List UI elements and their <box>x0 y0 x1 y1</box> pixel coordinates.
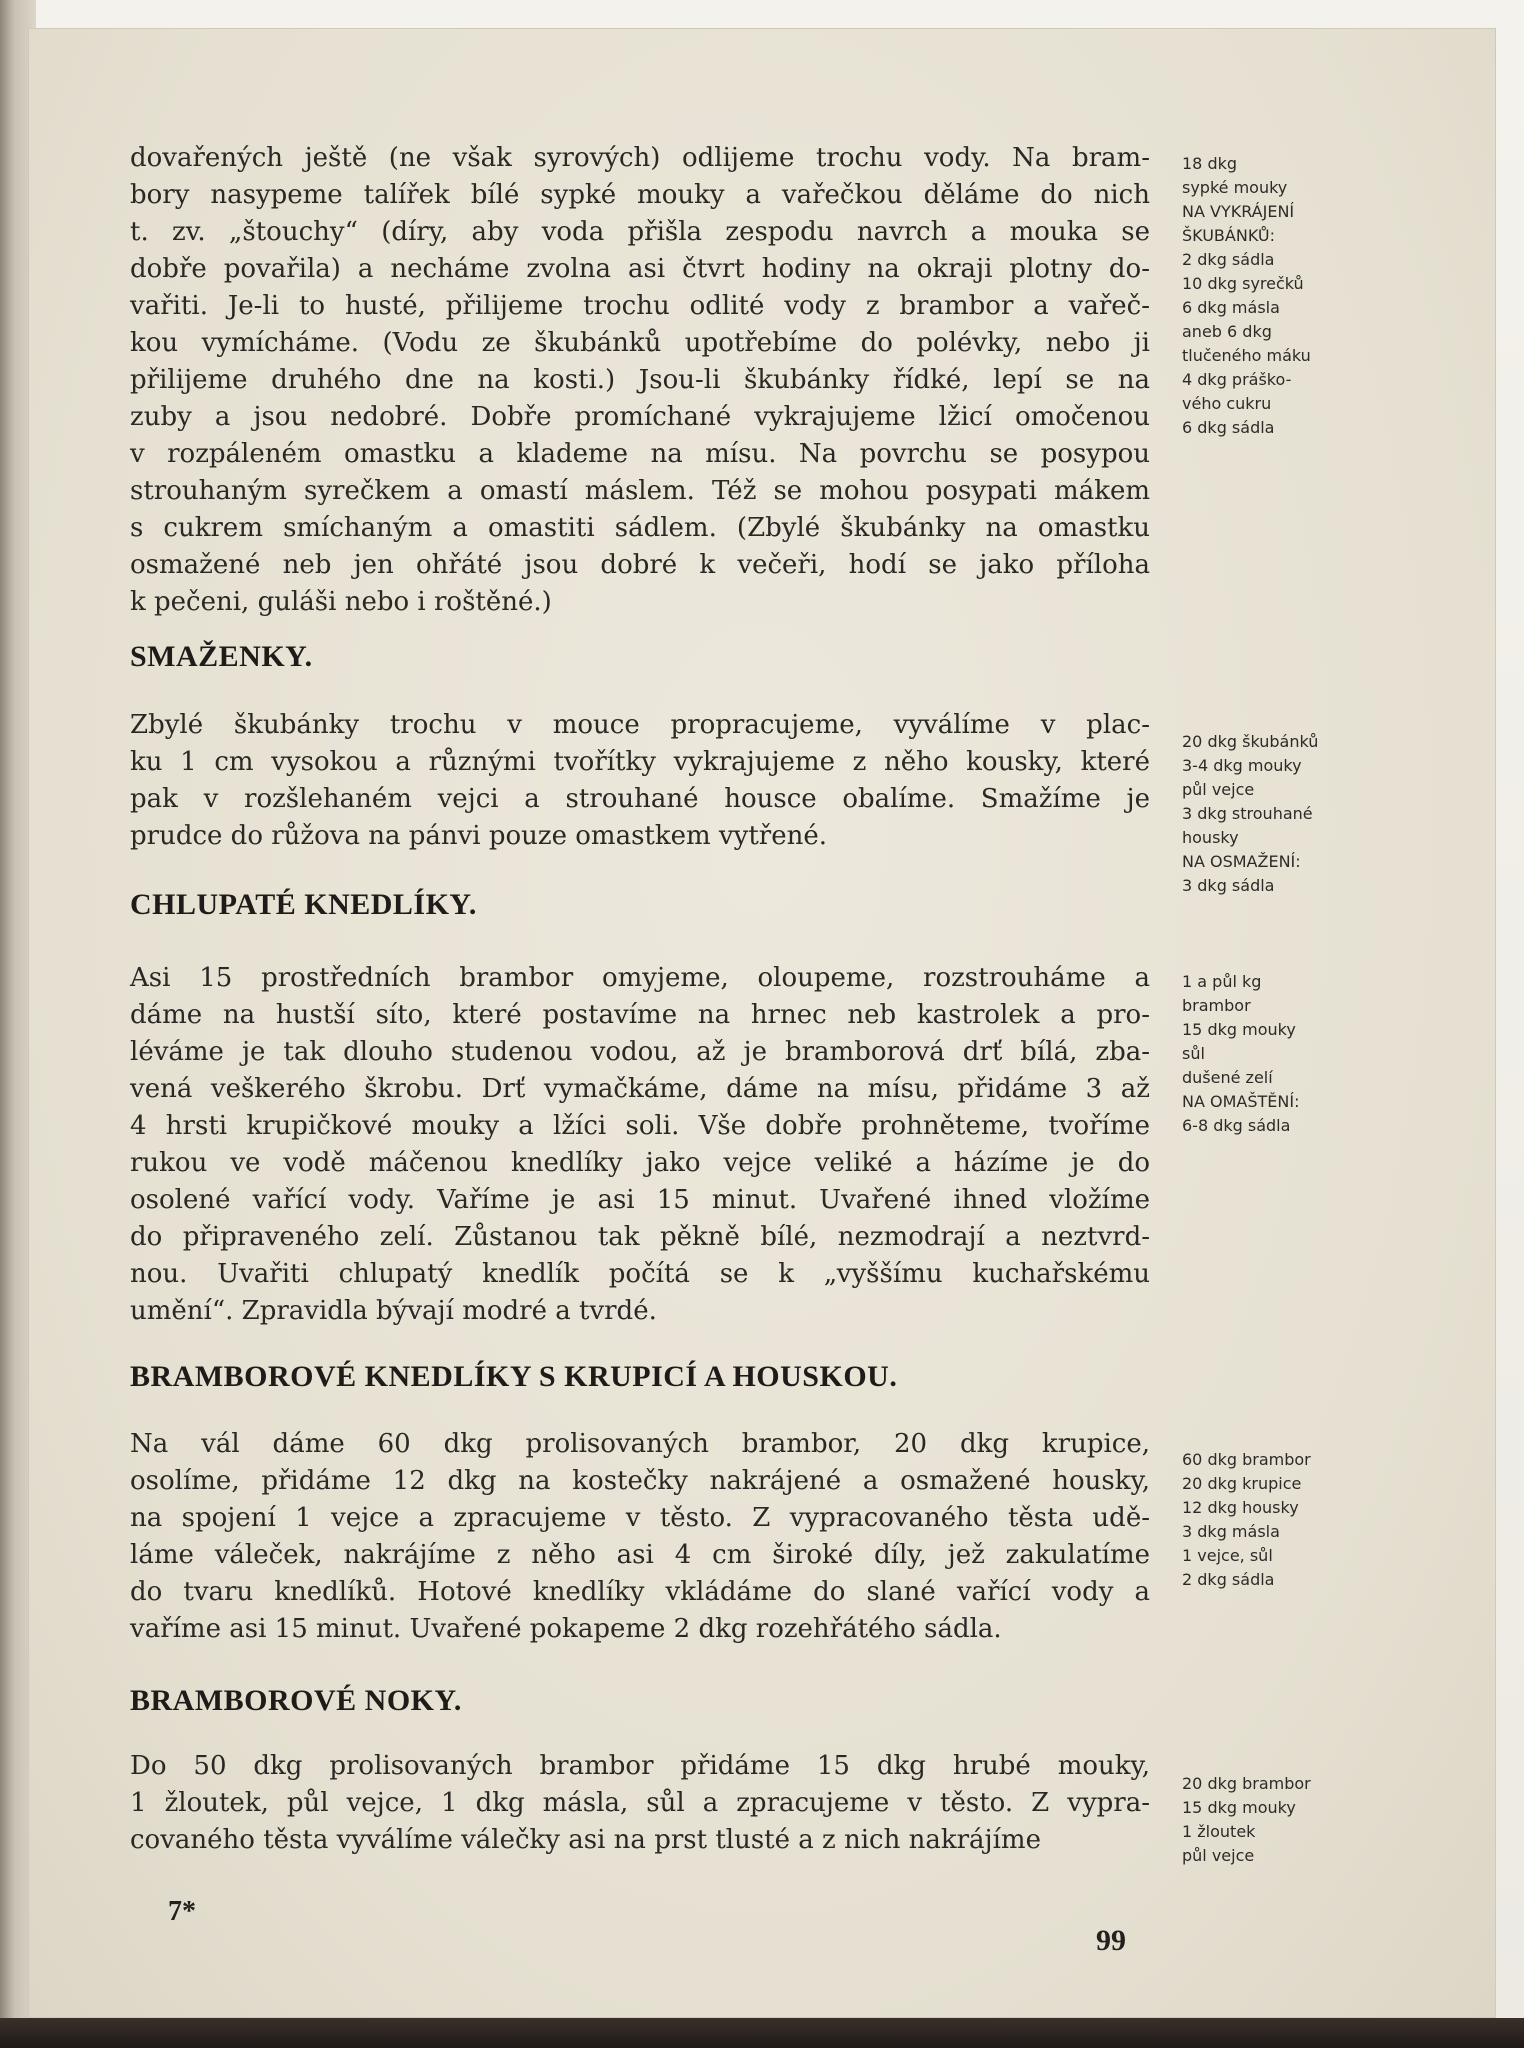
text-line: osmažené neb jen ohřáté jsou dobré k večeři, hodí se jako příloha <box>130 550 1150 580</box>
text-line: láme váleček, nakrájíme z něho asi 4 cm široké díly, jež zakulatíme <box>130 1540 1150 1570</box>
text-line: Na vál dáme 60 dkg prolisovaných brambor, 20 dkg krupice, <box>130 1429 1150 1459</box>
text-line: zuby a jsou nedobré. Dobře promíchané vykrajujeme lžicí omočenou <box>130 402 1150 432</box>
text-line: s cukrem smíchaným a omastiti sádlem. (Zbylé škubánky na omastku <box>130 513 1150 543</box>
ingredient-line: 10 dkg syrečků <box>1182 274 1304 293</box>
ingredients-sidebar <box>1182 730 1362 898</box>
section-heading-wrap <box>130 1360 1150 1404</box>
ingredient-line: 6-8 dkg sádla <box>1182 1116 1291 1135</box>
ingredient-line: vého cukru <box>1182 394 1272 413</box>
text-line: pak v rozšlehaném vejci a strouhané housce obalíme. Smažíme je <box>130 784 1150 814</box>
ingredient-line: housky <box>1182 828 1239 847</box>
ingredients-sidebar <box>1182 1772 1362 1868</box>
text-line: dáme na hustší síto, které postavíme na hrnec neb kastrolek a pro- <box>130 1000 1150 1030</box>
ingredient-line: 20 dkg brambor <box>1182 1774 1311 1793</box>
ingredient-line: 15 dkg mouky <box>1182 1798 1296 1817</box>
section-heading-chlupate: CHLUPATÉ KNEDLÍKY. <box>130 888 477 921</box>
ingredient-line: 18 dkg <box>1182 154 1238 173</box>
ingredient-line: půl vejce <box>1182 780 1255 799</box>
recipe-noky <box>130 1748 1150 1859</box>
recipe-smazenky <box>130 707 1150 855</box>
ingredient-line: 20 dkg krupice <box>1182 1474 1302 1493</box>
ingredient-line: 3 dkg másla <box>1182 1522 1280 1541</box>
text-line: dovařených ještě (ne však syrových) odlijeme trochu vody. Na bram- <box>130 143 1150 173</box>
ingredient-line: 1 vejce, sůl <box>1182 1546 1273 1565</box>
ingredient-line: 12 dkg housky <box>1182 1498 1299 1517</box>
text-line: léváme je tak dlouho studenou vodou, až je bramborová drť bílá, zba- <box>130 1037 1150 1067</box>
text-line: umění“. Zpravidla bývají modré a tvrdé. <box>130 1296 657 1326</box>
section-heading-wrap <box>130 888 1150 932</box>
text-line: osolíme, přidáme 12 dkg na kostečky nakrájené a osmažené housky, <box>130 1466 1150 1496</box>
section-heading-wrap <box>130 1684 1150 1728</box>
ingredient-line: 60 dkg brambor <box>1182 1450 1311 1469</box>
ingredient-line: půl vejce <box>1182 1846 1255 1865</box>
paragraph <box>130 140 1150 621</box>
ingredient-line: 3 dkg sádla <box>1182 876 1275 895</box>
table-surface <box>0 2018 1524 2048</box>
ingredient-line: 20 dkg škubánků <box>1182 732 1319 751</box>
ingredients-sidebar <box>1182 970 1362 1138</box>
ingredient-line: 1 žloutek <box>1182 1822 1256 1841</box>
ingredient-line: sůl <box>1182 1044 1205 1063</box>
text-line: do připraveného zelí. Zůstanou tak pěkně bílé, nezmodrají a neztvrd- <box>130 1222 1150 1252</box>
text-line: nou. Uvařiti chlupatý knedlík počítá se k „vyššímu kuchařskému <box>130 1259 1150 1289</box>
text-line: bory nasypeme talířek bílé sypké mouky a vařečkou děláme do nich <box>130 180 1150 210</box>
ingredient-line: 6 dkg sádla <box>1182 418 1275 437</box>
ingredient-line: NA OSMAŽENÍ: <box>1182 852 1301 871</box>
text-line: covaného těsta vyválíme válečky asi na prst tlusté a z nich nakrájíme <box>130 1825 1041 1855</box>
recipe-knedliky-krupice <box>130 1426 1150 1648</box>
page-number: 99 <box>1096 1924 1126 1957</box>
ingredient-line: NA VYKRÁJENÍ <box>1182 202 1295 221</box>
ingredient-line: brambor <box>1182 996 1251 1015</box>
text-line: Zbylé škubánky trochu v mouce propracujeme, vyválíme v plac- <box>130 710 1150 740</box>
text-line: vená veškerého škrobu. Drť vymačkáme, dáme na mísu, přidáme 3 až <box>130 1074 1150 1104</box>
section-heading-wrap <box>130 640 1150 684</box>
text-line: do tvaru knedlíků. Hotové knedlíky vkládáme do slané vařící vody a <box>130 1577 1150 1607</box>
recipe-text-continued <box>130 140 1150 621</box>
ingredient-line: tlučeného máku <box>1182 346 1311 365</box>
ingredient-line: aneb 6 dkg <box>1182 322 1272 341</box>
section-heading-smazenky: SMAŽENKY. <box>130 640 313 673</box>
ingredient-line: 1 a půl kg <box>1182 972 1262 991</box>
ingredient-line: ŠKUBÁNKŮ: <box>1182 226 1275 245</box>
text-line: rukou ve vodě máčenou knedlíky jako vejce veliké a házíme je do <box>130 1148 1150 1178</box>
ingredient-line: dušené zelí <box>1182 1068 1273 1087</box>
ingredients-sidebar <box>1182 152 1362 440</box>
text-line: k pečeni, guláši nebo i roštěné.) <box>130 587 552 617</box>
ingredient-line: 3-4 dkg mouky <box>1182 756 1302 775</box>
paragraph <box>130 707 1150 855</box>
text-line: strouhaným syrečkem a omastí máslem. Též se mohou posypati mákem <box>130 476 1150 506</box>
text-line: ku 1 cm vysokou a různými tvořítky vykrajujeme z něho kousky, které <box>130 747 1150 777</box>
section-heading-knedliky-krupice: BRAMBOROVÉ KNEDLÍKY S KRUPICÍ A HOUSKOU. <box>130 1360 898 1393</box>
ingredient-line: 4 dkg práško- <box>1182 370 1292 389</box>
text-line: na spojení 1 vejce a zpracujeme v těsto. Z vypracovaného těsta udě- <box>130 1503 1150 1533</box>
signature-mark: 7* <box>168 1896 196 1927</box>
text-line: kou vymícháme. (Vodu ze škubánků upotřebíme do polévky, nebo ji <box>130 328 1150 358</box>
text-line: vaříme asi 15 minut. Uvařené pokapeme 2 dkg rozehřátého sádla. <box>130 1614 1002 1644</box>
text-line: přilijeme druhého dne na kosti.) Jsou-li škubánky řídké, lepí se na <box>130 365 1150 395</box>
ingredient-line: NA OMAŠTĚNÍ: <box>1182 1092 1300 1111</box>
ingredient-line: 2 dkg sádla <box>1182 250 1275 269</box>
paragraph <box>130 1426 1150 1648</box>
text-line: Asi 15 prostředních brambor omyjeme, oloupeme, rozstrouháme a <box>130 963 1150 993</box>
ingredient-line: sypké mouky <box>1182 178 1288 197</box>
text-line: 4 hrsti krupičkové mouky a lžíci soli. Vše dobře prohněteme, tvoříme <box>130 1111 1150 1141</box>
paragraph <box>130 960 1150 1330</box>
recipe-chlupate-knedliky <box>130 960 1150 1330</box>
paragraph <box>130 1748 1150 1859</box>
text-line: t. zv. „štouchy“ (díry, aby voda přišla zespodu navrch a mouka se <box>130 217 1150 247</box>
text-line: prudce do růžova na pánvi pouze omastkem vytřené. <box>130 821 827 851</box>
section-heading-noky: BRAMBOROVÉ NOKY. <box>130 1684 462 1717</box>
text-line: osolené vařící vody. Vaříme je asi 15 minut. Uvařené ihned vložíme <box>130 1185 1150 1215</box>
ingredient-line: 6 dkg másla <box>1182 298 1280 317</box>
text-line: Do 50 dkg prolisovaných brambor přidáme 15 dkg hrubé mouky, <box>130 1751 1150 1781</box>
ingredient-line: 3 dkg strouhané <box>1182 804 1313 823</box>
text-line: 1 žloutek, půl vejce, 1 dkg másla, sůl a zpracujeme v těsto. Z vypra- <box>130 1788 1150 1818</box>
ingredients-sidebar <box>1182 1448 1362 1592</box>
text-line: dobře povařila) a necháme zvolna asi čtvrt hodiny na okraji plotny do- <box>130 254 1150 284</box>
ingredient-line: 15 dkg mouky <box>1182 1020 1296 1039</box>
text-line: vařiti. Je-li to husté, přilijeme trochu odlité vody z brambor a vařeč- <box>130 291 1150 321</box>
ingredient-line: 2 dkg sádla <box>1182 1570 1275 1589</box>
text-line: v rozpáleném omastku a klademe na mísu. Na povrchu se posypou <box>130 439 1150 469</box>
